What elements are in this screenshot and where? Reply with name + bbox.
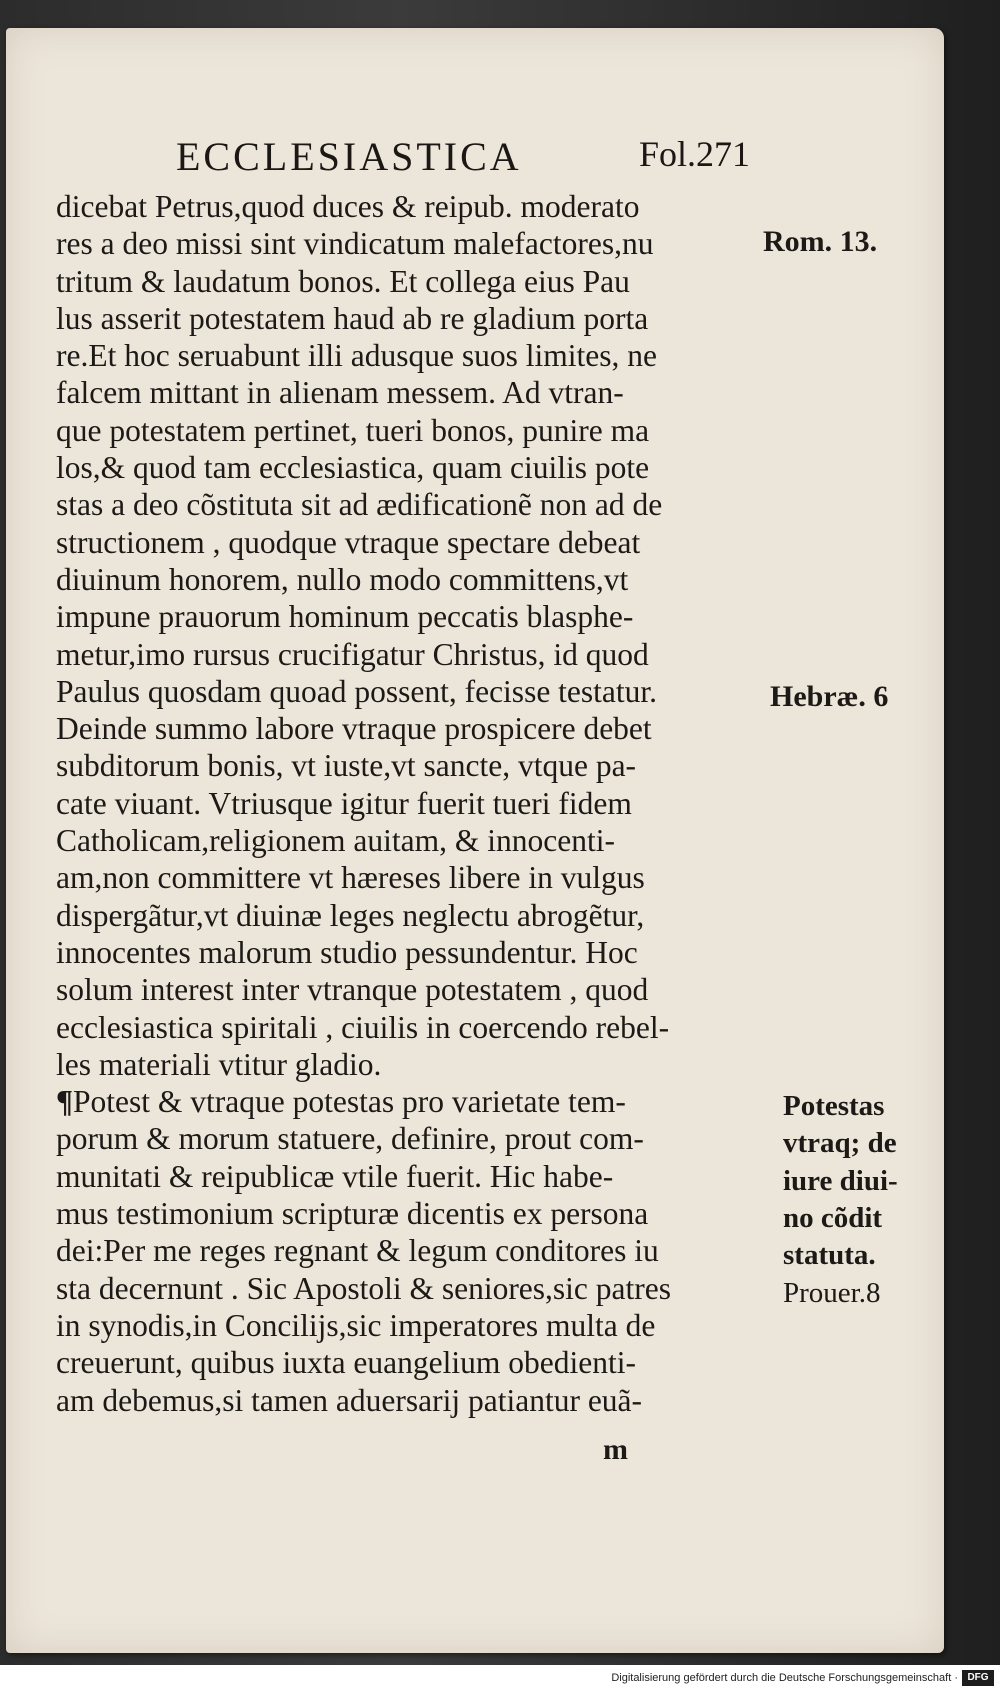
digitization-footer [0, 1665, 1000, 1695]
text-line: cate viuant. Vtriusque igitur fuerit tueri fidem [56, 785, 632, 821]
text-line: dicebat Petrus,quod duces & reipub. moderato [56, 189, 640, 224]
catchword: m [603, 1433, 628, 1466]
text-line: porum & morum statuere, definire, prout com- [56, 1121, 644, 1157]
text-line: que potestatem pertinet, tueri bonos, punire ma [56, 412, 650, 448]
text-line: mus testimonium scripturæ dicentis ex persona [56, 1196, 649, 1232]
margin-note-line: statuta. [783, 1239, 876, 1272]
text-line: los,& quod tam ecclesiastica, quam ciuilis pote [56, 450, 650, 486]
text-line: diuinum honorem, nullo modo committens,vt [56, 561, 629, 597]
main-text-block [56, 188, 756, 1419]
text-line: res a deo missi sint vindicatum malefactores,nu [56, 226, 654, 262]
text-line: tritum & laudatum bonos. Et collega eius Pau [56, 263, 630, 299]
text-line: falcem mittant in alienam messem. Ad vtran- [56, 375, 624, 411]
text-line: les materiali vtitur gladio. [56, 1046, 382, 1082]
paragraph-start-line [56, 1083, 756, 1120]
text-line: munitati & reipublicæ vtile fuerit. Hic habe- [56, 1158, 614, 1194]
text-line: innocentes malorum studio pessundentur. Hoc [56, 934, 638, 970]
text-line: am debemus,si tamen aduersarij patiantur euã- [56, 1382, 643, 1418]
margin-note-prouer: Prouer.8 [783, 1277, 881, 1309]
text-line: Deinde summo labore vtraque prospicere debet [56, 711, 652, 747]
margin-note-line: Potestas [783, 1090, 885, 1122]
margin-note-rom: Rom. 13. [763, 225, 878, 258]
paragraph-mark: ¶ [56, 1084, 74, 1120]
margin-note-line: vtraq; de [783, 1127, 897, 1160]
text-line: in synodis,in Concilijs,sic imperatores multa de [56, 1307, 656, 1343]
margin-note-potestas [783, 1088, 898, 1274]
text-line: lus asserit potestatem haud ab re gladium porta [56, 300, 649, 336]
dfg-logo-icon: DFG [962, 1670, 994, 1686]
text-line: re.Et hoc seruabunt illi adusque suos limites, ne [56, 338, 658, 374]
text-line: Potest & vtraque potestas pro varietate tem- [73, 1084, 626, 1120]
book-page [6, 28, 944, 1653]
text-line: impune prauorum hominum peccatis blasphe- [56, 599, 634, 635]
text-line: Paulus quosdam quoad possent, fecisse testatur. [56, 673, 658, 709]
text-line: metur,imo rursus crucifigatur Christus, id quod [56, 636, 649, 672]
text-line: dei:Per me reges regnant & legum conditores iu [56, 1233, 659, 1269]
text-line: structionem , quodque vtraque spectare debeat [56, 524, 641, 560]
text-line: dispergãtur,vt diuinæ leges neglectu abrogẽtur, [56, 897, 645, 933]
text-line: subditorum bonis, vt iuste,vt sancte, vtque pa- [56, 748, 637, 784]
text-line: sta decernunt . Sic Apostoli & seniores,sic patres [56, 1270, 672, 1306]
margin-note-line: iure diui- [783, 1164, 898, 1197]
margin-note-line: no cõdit [783, 1201, 883, 1234]
text-line: ecclesiastica spiritali , ciuilis in coercendo rebel- [56, 1009, 670, 1045]
text-line: am,non committere vt hæreses libere in vulgus [56, 860, 645, 896]
footer-credit: Digitalisierung gefördert durch die Deutsche Forschungsgemeinschaft · [611, 1672, 958, 1684]
text-line: Catholicam,religionem auitam, & innocenti- [56, 823, 615, 859]
text-line: stas a deo cõstituta sit ad ædificationẽ non ad de [56, 487, 663, 523]
margin-note-hebr: Hebræ. 6 [770, 680, 889, 713]
text-line: solum interest inter vtranque potestatem , quod [56, 972, 649, 1008]
running-head [6, 133, 944, 183]
text-line: creuerunt, quibus iuxta euangelium obedienti- [56, 1345, 636, 1381]
running-head-title: ECCLESIASTICA [176, 134, 522, 179]
folio-number: Fol.271 [639, 134, 751, 174]
